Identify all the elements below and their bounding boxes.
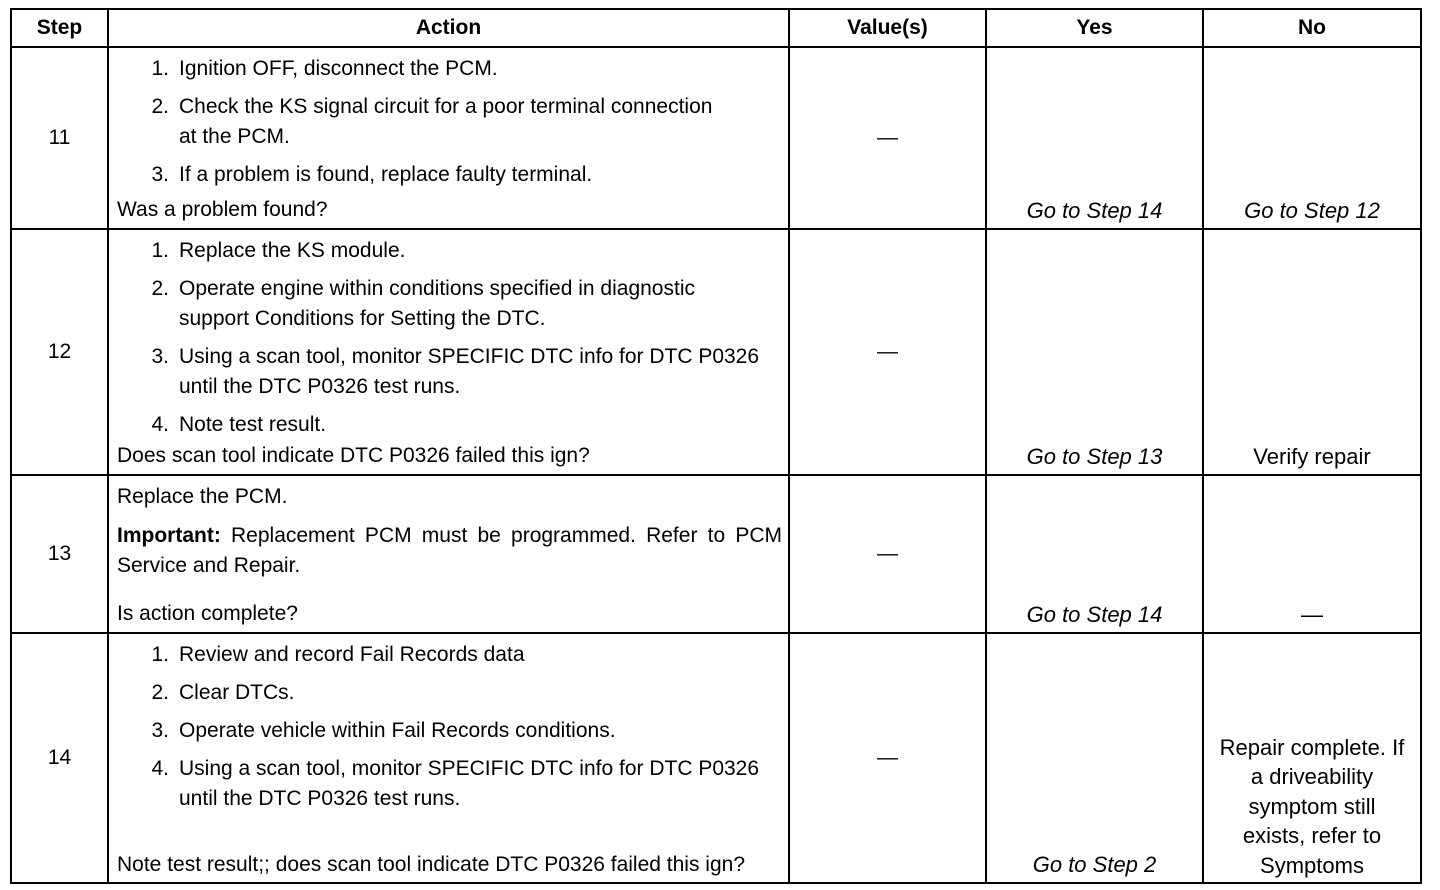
yes-cell	[986, 229, 1203, 475]
action-question: Does scan tool indicate DTC P0326 failed this ign?	[117, 444, 590, 467]
action-steps-list	[109, 230, 788, 440]
no-cell	[1203, 475, 1421, 633]
action-step: 4. Note test result.	[151, 413, 327, 436]
value-cell: —	[789, 633, 986, 883]
no-outcome: Repair complete. If a driveability symptom still exists, refer to Symptoms	[1219, 734, 1405, 878]
no-cell	[1203, 47, 1421, 229]
action-question: Was a problem found?	[117, 198, 328, 221]
value-cell: —	[789, 47, 986, 229]
diagnostic-table	[10, 8, 1422, 884]
step-number: 11	[11, 47, 108, 229]
no-outcome: Go to Step 12	[1244, 198, 1380, 223]
step-number: 14	[11, 633, 108, 883]
important-note	[117, 521, 782, 581]
header-yes: Yes	[986, 9, 1203, 47]
action-cell	[108, 633, 789, 883]
table-row-step-12	[11, 229, 1421, 475]
header-action: Action	[108, 9, 789, 47]
header-no: No	[1203, 9, 1421, 47]
action-step: 1. Review and record Fail Records data	[151, 643, 525, 666]
table-row-step-14	[11, 633, 1421, 883]
action-step: 4. Using a scan tool, monitor SPECIFIC DTC info for DTC P0326 until the DTC P0326 test runs.	[151, 757, 760, 810]
action-step: 3. Operate vehicle within Fail Records conditions.	[151, 719, 616, 742]
important-text: Replacement PCM must be programmed. Refer to PCM Service and Repair.	[117, 524, 782, 577]
header-row	[11, 9, 1421, 47]
yes-outcome: Go to Step 13	[1026, 444, 1163, 469]
yes-cell	[986, 475, 1203, 633]
table-row-step-11	[11, 47, 1421, 229]
action-step: 2. Check the KS signal circuit for a poor terminal connection at the PCM.	[151, 95, 713, 148]
yes-outcome: Go to Step 14	[1026, 602, 1163, 627]
step-number: 12	[11, 229, 108, 475]
action-step: 3. Using a scan tool, monitor SPECIFIC DTC info for DTC P0326 until the DTC P0326 test runs.	[151, 345, 760, 398]
action-cell	[108, 229, 789, 475]
no-outcome: Verify repair	[1253, 444, 1371, 469]
action-step: 2. Operate engine within conditions specified in diagnostic support Conditions for Setting the DTC.	[151, 277, 695, 330]
action-question: Note test result;; does scan tool indicate DTC P0326 failed this ign?	[117, 853, 746, 876]
action-line: Replace the PCM.	[117, 485, 288, 508]
yes-cell	[986, 633, 1203, 883]
action-text	[109, 476, 788, 581]
no-outcome: —	[1301, 602, 1323, 627]
important-label: Important:	[117, 524, 221, 547]
no-cell	[1203, 229, 1421, 475]
action-step: 1. Ignition OFF, disconnect the PCM.	[151, 57, 498, 80]
value-cell: —	[789, 229, 986, 475]
action-cell	[108, 47, 789, 229]
action-steps-list	[109, 48, 788, 190]
action-cell	[108, 475, 789, 633]
yes-outcome: Go to Step 2	[1032, 852, 1157, 877]
action-step: 2. Clear DTCs.	[151, 681, 295, 704]
value-cell: —	[789, 475, 986, 633]
action-question: Is action complete?	[117, 602, 298, 625]
yes-cell	[986, 47, 1203, 229]
table-row-step-13	[11, 475, 1421, 633]
action-step: 1. Replace the KS module.	[151, 239, 406, 262]
step-number: 13	[11, 475, 108, 633]
header-values: Value(s)	[789, 9, 986, 47]
no-cell	[1203, 633, 1421, 883]
diagnostic-table-container	[10, 8, 1420, 882]
yes-outcome: Go to Step 14	[1026, 198, 1163, 223]
action-steps-list	[109, 634, 788, 814]
header-step: Step	[11, 9, 108, 47]
action-step: 3. If a problem is found, replace faulty terminal.	[151, 163, 593, 186]
